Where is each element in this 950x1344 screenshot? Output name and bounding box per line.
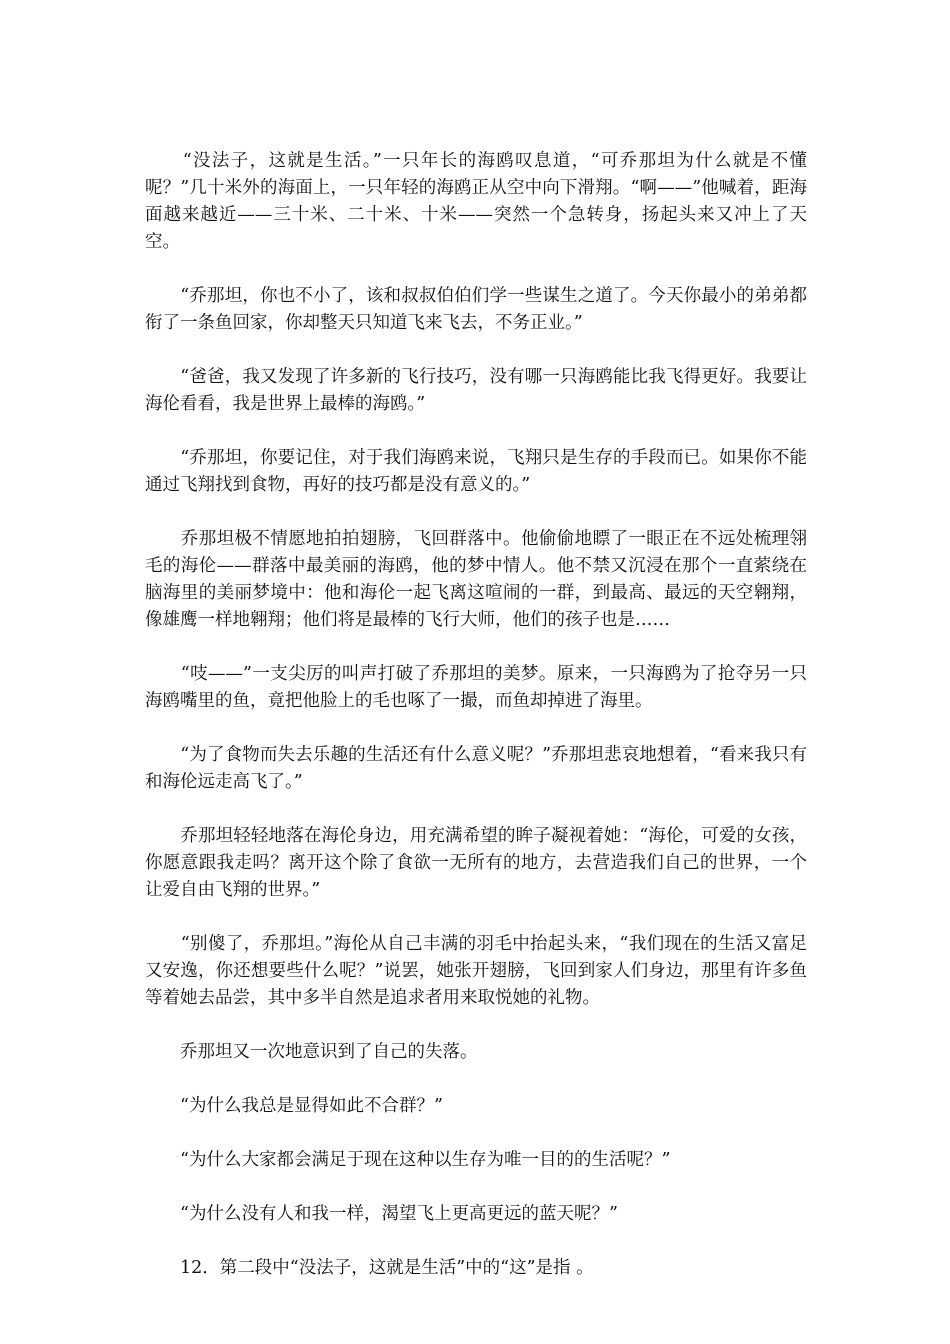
paragraph: “爸爸，我又发现了许多新的飞行技巧，没有哪一只海鸥能比我飞得更好。我要让海伦看看，我是世界上最棒的海鸥。” [145, 367, 807, 414]
paragraph: “没法子，这就是生活。”一只年长的海鸥叹息道，“可乔那坦为什么就是不懂呢？”几十米外的海面上，一只年轻的海鸥正从空中向下滑翔。“啊——”他喊着，距海面越来越近——三十米、二十米、十米——突然一个急转身，扬起头来又冲上了天空。 [145, 151, 807, 252]
paragraph: “为了食物而失去乐趣的生活还有什么意义呢？”乔那坦悲哀地想着，“看来我只有和海伦远走高飞了。” [145, 745, 807, 792]
paragraph: “为什么没有人和我一样，渴望飞上更高更远的蓝天呢？” [145, 1204, 618, 1224]
paragraph: “别傻了，乔那坦。”海伦从自己丰满的羽毛中抬起头来，“我们现在的生活又富足又安逸，你还想要些什么呢？”说罢，她张开翅膀，飞回到家人们身边，那里有许多鱼等着她去品尝，其中多半自然是追求者用来取悦她的礼物。 [145, 934, 807, 1008]
paragraph: 乔那坦又一次地意识到了自己的失落。 [145, 1042, 478, 1062]
paragraph: “乔那坦，你要记住，对于我们海鸥来说，飞翔只是生存的手段而已。如果你不能通过飞翔找到食物，再好的技巧都是没有意义的。” [145, 448, 807, 495]
paragraph: “乔那坦，你也不小了，该和叔叔伯伯们学一些谋生之道了。今天你最小的弟弟都衔了一条鱼回家，你却整天只知道飞来飞去，不务正业。” [145, 286, 807, 333]
paragraph: “为什么我总是显得如此不合群？” [145, 1096, 443, 1116]
paragraph: “为什么大家都会满足于现在这种以生存为唯一目的的生活呢？” [145, 1150, 671, 1170]
question-12: 12．第二段中“没法子，这就是生活”中的“这”是指 。 [145, 1258, 594, 1278]
document-body [145, 148, 807, 1309]
paragraph: 乔那坦极不情愿地拍拍翅膀，飞回群落中。他偷偷地瞟了一眼正在不远处梳理翎毛的海伦——群落中最美丽的海鸥，他的梦中情人。他不禁又沉浸在那个一直萦绕在脑海里的美丽梦境中：他和海伦一起飞离这喧闹的一群，到最高、最远的天空翱翔，像雄鹰一样地翱翔；他们将是最棒的飞行大师，他们的孩子也是…… [145, 529, 807, 630]
paragraph: 乔那坦轻轻地落在海伦身边，用充满希望的眸子凝视着她：“海伦，可爱的女孩，你愿意跟我走吗？离开这个除了食欲一无所有的地方，去营造我们自己的世界，一个让爱自由飞翔的世界。” [145, 826, 807, 900]
paragraph: “吱——”一支尖厉的叫声打破了乔那坦的美梦。原来，一只海鸥为了抢夺另一只海鸥嘴里的鱼，竟把他脸上的毛也啄了一撮，而鱼却掉进了海里。 [145, 664, 807, 711]
